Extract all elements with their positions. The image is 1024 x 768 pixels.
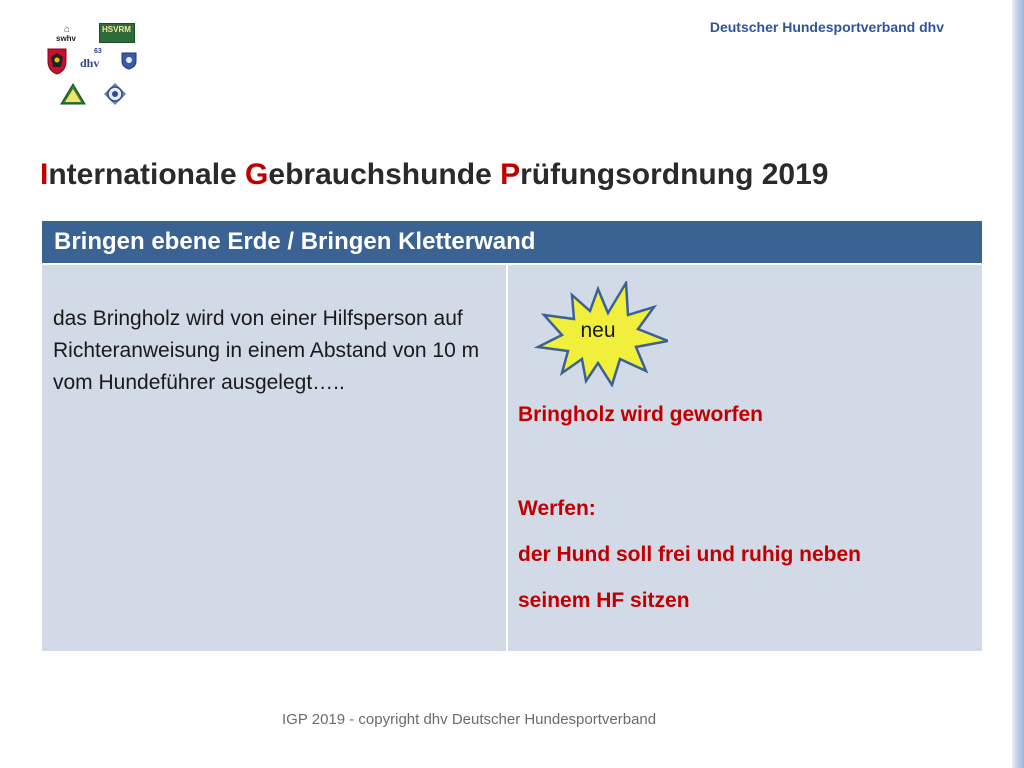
hsvrm-logo-text: HSVRM xyxy=(102,25,131,34)
triangle-logo xyxy=(60,83,86,105)
dhv-logo-number: 63 xyxy=(94,48,102,55)
title-word-gebrauchshunde: ebrauchshunde xyxy=(268,158,501,191)
swhv-logo xyxy=(56,24,82,46)
shield-icon xyxy=(121,52,137,70)
table-cell-left xyxy=(42,265,506,651)
dhv-logo-text: dhv xyxy=(80,56,100,70)
footer-copyright: IGP 2019 - copyright dhv Deutscher Hundesportverband xyxy=(282,711,657,728)
new-rule-line-4: seinem HF sitzen xyxy=(518,589,690,612)
sv-logo xyxy=(121,52,137,70)
swhv-emblem-icon: ⌂ xyxy=(64,24,71,35)
shield-icon xyxy=(46,47,68,75)
triangle-emblem-icon xyxy=(60,83,86,105)
circle-emblem-icon xyxy=(104,83,126,105)
table-header-text: Bringen ebene Erde / Bringen Kletterwand xyxy=(54,228,536,255)
table-cell-right xyxy=(508,265,982,651)
title-initial-p: P xyxy=(500,158,521,191)
title-word-internationale: nternationale xyxy=(48,158,246,191)
old-rule-text: das Bringholz wird von einer Hilfsperson auf Richteranweisung in einem Abstand von 10 m vom Hundeführer ausgelegt….. xyxy=(53,307,480,394)
circle-logo xyxy=(104,83,126,105)
new-badge-label: neu xyxy=(580,319,616,342)
right-edge-bar xyxy=(1012,0,1024,768)
title-initial-g: G xyxy=(245,158,269,191)
organization-name: Deutscher Hundesportverband dhv xyxy=(709,19,944,35)
swhv-logo-text: swhv xyxy=(56,34,77,43)
new-rule-line-3: der Hund soll frei und ruhig neben xyxy=(518,543,862,566)
hsvrm-logo xyxy=(99,23,135,43)
new-rule-line-1: Bringholz wird geworfen xyxy=(518,403,763,426)
dvg-shield-logo xyxy=(46,47,68,75)
dhv-logo xyxy=(80,50,108,72)
title-initial-i: I xyxy=(40,158,49,191)
title-word-pruefungsordnung: rüfungsordnung 2019 xyxy=(520,158,829,191)
table-header xyxy=(42,221,982,263)
page-title xyxy=(40,158,828,192)
new-rule-line-2: Werfen: xyxy=(518,497,596,520)
rules-table xyxy=(42,221,982,651)
